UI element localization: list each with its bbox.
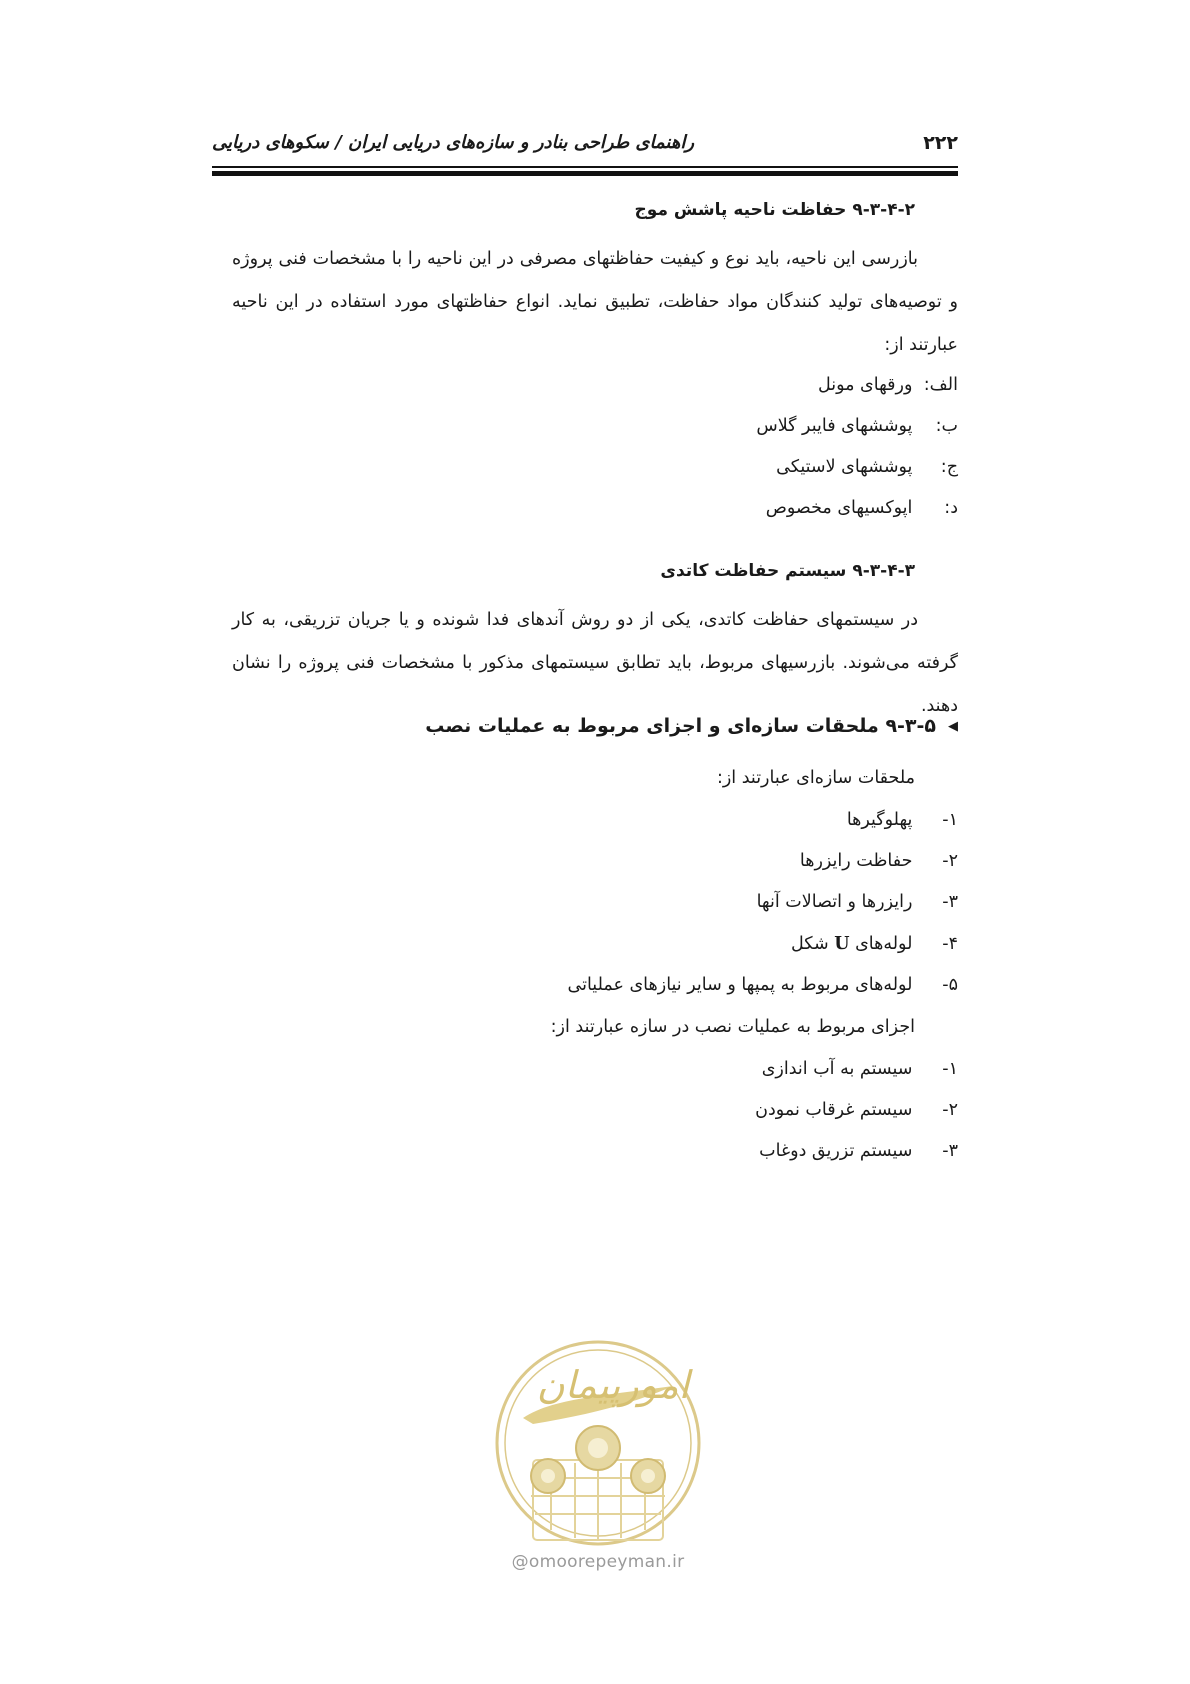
list-item	[766, 498, 958, 518]
header-rule-thin	[212, 166, 958, 168]
list-text-letter: U	[834, 934, 850, 954]
page-number: ۲۲۲	[923, 132, 958, 154]
watermark-caption: @omoorepeyman.ir	[511, 1552, 685, 1572]
watermark-logo-icon	[493, 1338, 703, 1548]
list-text: اپوکسیهای مخصوص	[765, 498, 913, 518]
heading-cathodic: ۹-۳-۴-۳ سیستم حفاظت کاتدی	[660, 561, 915, 581]
list-marker: ب:	[935, 416, 958, 436]
list-item	[791, 934, 958, 954]
list-marker: ۳-	[942, 892, 958, 912]
list-text: حفاظت رایزرها	[799, 851, 913, 871]
list-text: پهلوگیرها	[846, 810, 913, 830]
list-marker: ۵-	[942, 975, 958, 995]
header-rule-thick	[212, 171, 958, 176]
list-item	[847, 810, 958, 830]
list-marker: ۳-	[942, 1141, 958, 1161]
list-marker: ۲-	[942, 851, 958, 871]
list-marker: ۱-	[942, 810, 958, 830]
bullet-arrow-icon: ◀	[948, 719, 958, 734]
list-item	[757, 892, 958, 912]
list-text: لوله‌های مربوط به پمپها و سایر نیازهای عملیاتی	[567, 975, 913, 995]
list-text: سیستم به آب اندازی	[761, 1059, 913, 1079]
list-item	[756, 416, 958, 436]
list-marker: د:	[944, 498, 958, 518]
list-item	[818, 375, 958, 395]
paragraph-cathodic: در سیستمهای حفاظت کاتدی، یکی از دو روش آندهای فدا شونده و یا جریان تزریقی، به کار گرفته می‌شوند. بازرسیهای مربوط، باید تطابق سیستمهای مذکور با مشخصات فنی پروژه را نشان دهند.	[232, 610, 958, 716]
list-text: شکل	[791, 934, 829, 954]
list-text: لوله‌های	[855, 934, 913, 954]
list-item	[762, 1059, 958, 1079]
heading-appurtenances: ◀۹-۳-۵ ملحقات سازه‌ای و اجزای مربوط به عملیات نصب	[425, 715, 958, 737]
running-title: راهنمای طراحی بنادر و سازه‌های دریایی ایران / سکوهای دریایی	[212, 132, 695, 153]
intro-installation: اجزای مربوط به عملیات نصب در سازه عبارتند از:	[550, 1017, 915, 1037]
list-marker: ۴-	[942, 934, 958, 954]
list-text: سیستم تزریق دوغاب	[759, 1141, 913, 1161]
heading-wave-splash: ۹-۳-۴-۲ حفاظت ناحیه پاشش موج	[634, 200, 915, 220]
list-item	[776, 457, 958, 477]
list-item	[755, 1100, 958, 1120]
list-text: رایزرها و اتصالات آنها	[756, 892, 913, 912]
watermark-logo-text: امورپیمان	[536, 1363, 690, 1407]
list-item	[568, 975, 959, 995]
list-marker: الف:	[923, 375, 958, 395]
list-item	[800, 851, 958, 871]
list-item	[759, 1141, 958, 1161]
list-text: ورقهای مونل	[817, 375, 913, 395]
list-marker: ۱-	[942, 1059, 958, 1079]
page-header	[212, 128, 958, 162]
list-text: پوششهای فایبر گلاس	[756, 416, 913, 436]
list-text: پوششهای لاستیکی	[776, 457, 913, 477]
list-text: سیستم غرقاب نمودن	[755, 1100, 913, 1120]
list-marker: ج:	[940, 457, 958, 477]
list-marker: ۲-	[942, 1100, 958, 1120]
intro-appurtenances: ملحقات سازه‌ای عبارتند از:	[716, 768, 915, 788]
paragraph-wave-splash: بازرسی این ناحیه، باید نوع و کیفیت حفاظتهای مصرفی در این ناحیه را با مشخصات فنی پروژه و توصیه‌های تولید کنندگان مواد حفاظت، تطبیق نماید. انواع حفاظتهای مورد استفاده در این ناحیه عبارتند از:	[232, 249, 958, 355]
